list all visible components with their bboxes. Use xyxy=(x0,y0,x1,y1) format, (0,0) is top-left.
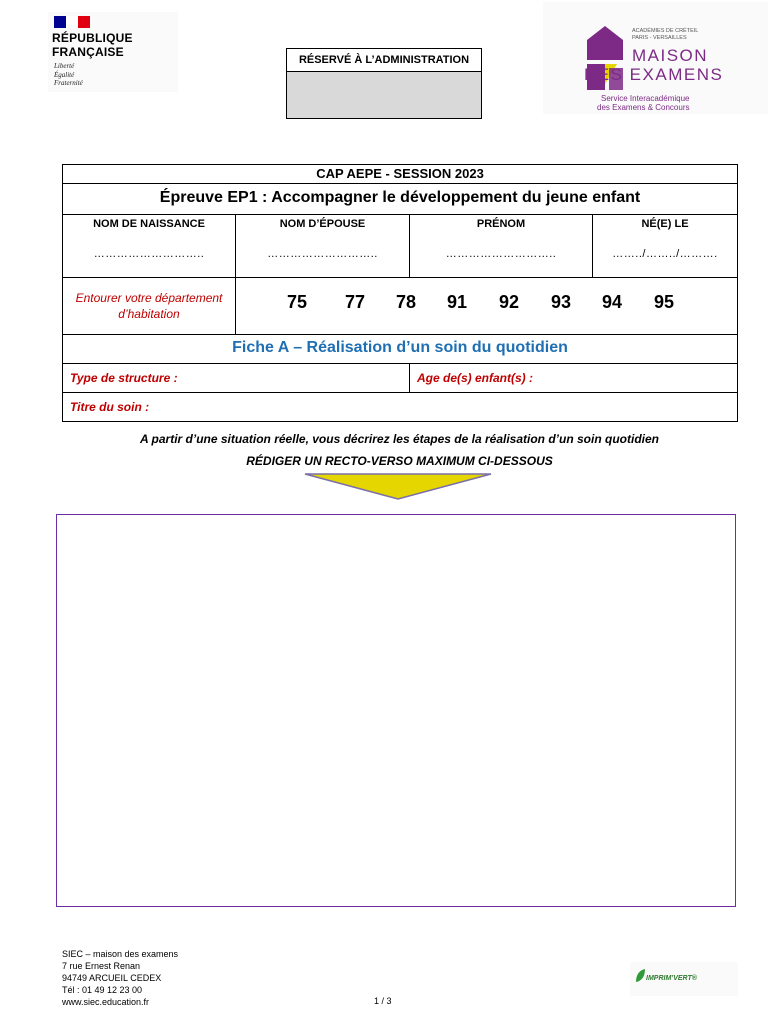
answer-writing-area[interactable] xyxy=(56,514,736,907)
epreuve-title: Épreuve EP1 : Accompagner le développement du jeune enfant xyxy=(63,184,738,215)
instruction-line-2: RÉDIGER UN RECTO-VERSO MAXIMUM CI-DESSOUS xyxy=(246,454,553,468)
department-option[interactable]: 91 xyxy=(447,292,468,312)
department-option[interactable]: 94 xyxy=(602,292,623,312)
fiche-title: Fiche A – Réalisation d’un soin du quotidien xyxy=(63,335,738,364)
imprim-vert-logo: IMPRIM’VERT® xyxy=(630,962,738,996)
instruction-line-1: A partir d’une situation réelle, vous décrirez les étapes de la réalisation d’un soin quotidien xyxy=(139,432,659,446)
leaf-icon xyxy=(634,968,646,984)
maison-name: MAISON DES EXAMENS xyxy=(584,46,724,84)
nom-epouse-field[interactable] xyxy=(236,215,410,278)
footer-website-link[interactable]: www.siec.education.fr xyxy=(62,997,150,1007)
department-label: Entourer votre département d’habitation xyxy=(63,278,236,335)
type-structure-field[interactable]: Type de structure : xyxy=(63,364,410,393)
reserved-administration-label: RÉSERVÉ À L’ADMINISTRATION xyxy=(287,49,481,72)
footer-address: SIEC – maison des examens 7 rue Ernest Renan 94749 ARCUEIL CEDEX Tél : 01 49 12 23 00 www.siec.education.fr xyxy=(62,949,179,1007)
maison-academies-text: ACADÉMIES DE CRÉTEIL PARIS - VERSAILLES xyxy=(632,28,699,41)
titre-soin-field[interactable]: Titre du soin : xyxy=(63,393,738,422)
department-options xyxy=(236,278,738,335)
maison-subtitle: Service Interacadémique des Examens & Concours xyxy=(597,94,690,112)
prenom-label: PRÉNOM xyxy=(476,218,526,230)
french-flag-icon xyxy=(54,16,90,28)
nom-naissance-label: NOM DE NAISSANCE xyxy=(93,218,205,230)
department-option[interactable]: 95 xyxy=(654,292,675,312)
republique-motto: Liberté Égalité Fraternité xyxy=(54,62,83,87)
nom-naissance-field[interactable] xyxy=(63,215,236,278)
reserved-administration-box xyxy=(286,48,482,119)
department-option[interactable]: 78 xyxy=(396,292,417,312)
candidate-form-table xyxy=(62,164,738,422)
prenom-dots: ……………………….. xyxy=(445,248,557,260)
department-option[interactable]: 77 xyxy=(345,292,366,312)
session-title: CAP AEPE - SESSION 2023 xyxy=(63,165,738,184)
reserved-administration-area xyxy=(287,72,481,118)
nom-epouse-dots: ……………………….. xyxy=(267,248,378,260)
maison-des-examens-logo xyxy=(543,2,768,114)
date-naissance-dots: ……../……../………. xyxy=(612,248,718,260)
department-option[interactable]: 75 xyxy=(287,292,308,312)
date-naissance-label: NÉ(E) LE xyxy=(641,218,689,230)
department-option[interactable]: 92 xyxy=(499,292,520,312)
republique-title: RÉPUBLIQUE FRANÇAISE xyxy=(52,31,133,59)
prenom-field[interactable] xyxy=(410,215,593,278)
date-naissance-field[interactable] xyxy=(593,215,738,278)
age-enfants-field[interactable]: Age de(s) enfant(s) : xyxy=(410,364,738,393)
nom-epouse-label: NOM D’ÉPOUSE xyxy=(279,218,366,230)
page-number: 1 / 3 xyxy=(374,996,392,1006)
republique-francaise-logo xyxy=(48,12,178,92)
down-arrow-icon xyxy=(304,472,492,500)
department-option[interactable]: 93 xyxy=(551,292,572,312)
nom-naissance-dots: ……………………….. xyxy=(93,248,205,260)
